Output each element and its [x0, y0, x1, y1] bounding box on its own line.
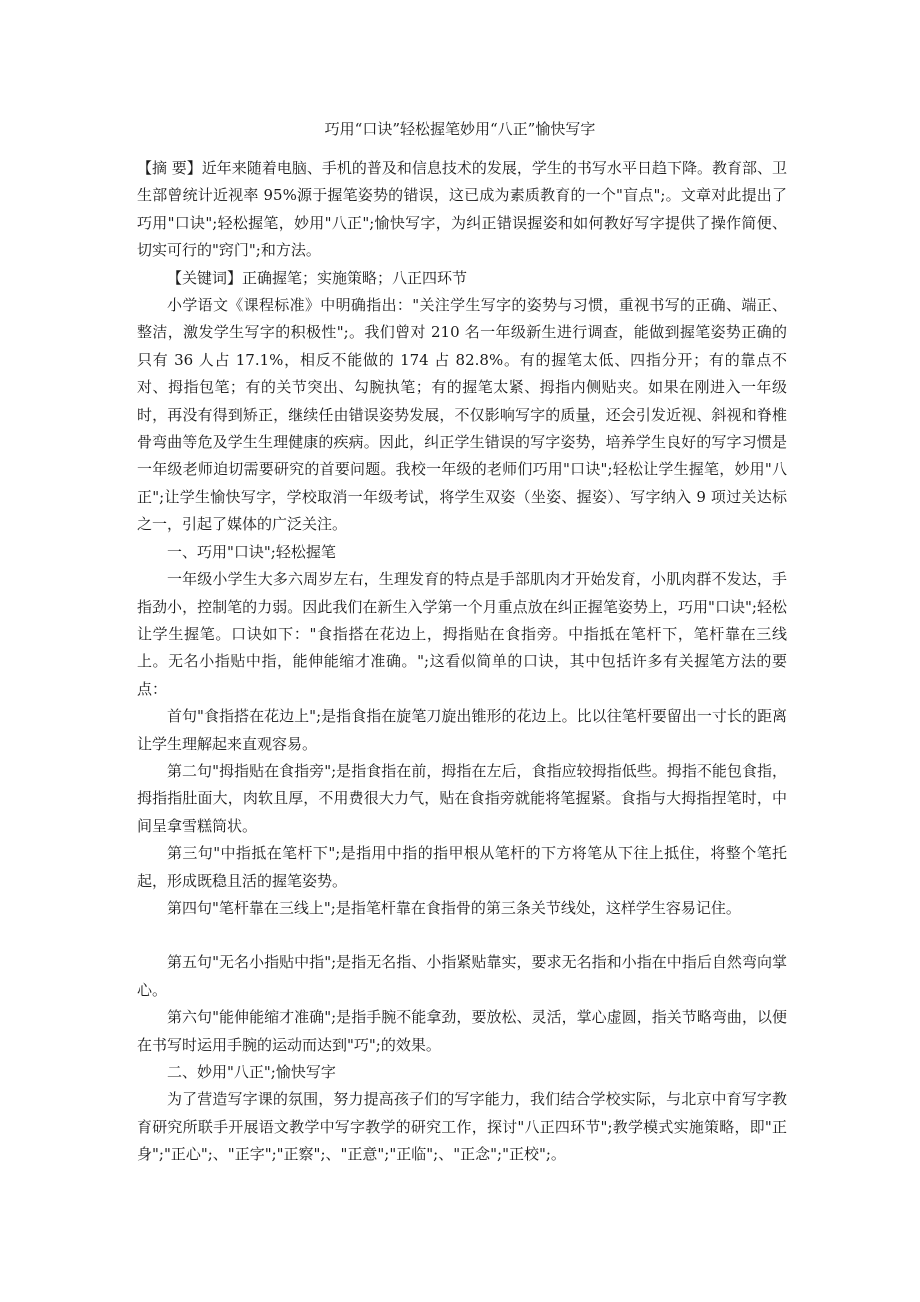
body-paragraph: 一年级小学生大多六周岁左右，生理发育的特点是手部肌肉才开始发育，小肌肉群不发达，手指劲小，控制笔的力弱。因此我们在新生入学第一个月重点放在纠正握笔姿势上，巧用"口诀";轻松让学生握笔。口诀如下："食指搭在花边上，拇指贴在食指旁。中指抵在笔杆下，笔杆靠在三线上。无名小指贴中指，能伸能缩才准确。";这看似简单的口诀，其中包括许多有关握笔方法的要点：: [137, 570, 787, 698]
body-paragraph: 为了营造写字课的氛围，努力提高孩子们的写字能力，我们结合学校实际，与北京中育写字教育研究所联手开展语文教学中写字教学的研究工作，探讨"八正四环节";教学模式实施策略，即"正身";"正心";、"正字";"正察";、"正意";"正临";、"正念";"正校";。: [137, 1090, 787, 1164]
section-heading-2: 二、妙用"八正";愉快写字: [167, 1063, 336, 1081]
body-paragraph: 第二句"拇指贴在食指旁";是指食指在前，拇指在左后，食指应较拇指低些。拇指不能包食指，拇指指肚面大，肉软且厚，不用费很大力气，贴在食指旁就能将笔握紧。食指与大拇指捏笔时，中间呈拿雪糕筒状。: [137, 761, 787, 835]
keywords-paragraph: 【关键词】正确握笔；实施策略；八正四环节: [167, 268, 468, 287]
body-paragraph: 小学语文《课程标准》中明确指出："关注学生写字的姿势与习惯，重视书写的正确、端正、整洁，激发学生写字的积极性";。我们曾对 210 名一年级新生进行调查，能做到握笔姿势正确的只有 36 人占 17.1%，相反不能做的 174 占 82.8%。有的握笔太低、四指分开；有的靠点不对、拇指包笔；有的关节突出、勾腕执笔；有的握笔太紧、拇指内侧贴夹。如果在刚进入一年级时，再没有得到矫正，继续任由错误姿势发展，不仅影响写字的质量，还会引发近视、斜视和脊椎骨弯曲等危及学生生理健康的疾病。因此，纠正学生错误的写字姿势，培养学生良好的写字习惯是一年级老师迫切需要研究的首要问题。我校一年级的老师们巧用"口诀";轻松让学生握笔，妙用"八正";让学生愉快写字，学校取消一年级考试，将学生双姿（坐姿、握姿）、写字纳入 9 项过关达标之一，引起了媒体的广泛关注。: [137, 296, 787, 534]
document-body: [137, 155, 787, 1169]
body-paragraph: 第五句"无名小指贴中指";是指无名指、小指紧贴靠实，要求无名指和小指在中指后自然弯向掌心。: [137, 953, 787, 999]
abstract-paragraph: 【摘 要】近年来随着电脑、手机的普及和信息技术的发展，学生的书写水平日趋下降。教育部、卫生部曾统计近视率 95%源于握笔姿势的错误，这已成为素质教育的一个"盲点";。文章对此提出了巧用"口诀";轻松握笔，妙用"八正";愉快写字，为纠正错误握姿和如何教好写字提供了操作简便、切实可行的"窍门";和方法。: [137, 159, 787, 260]
section-heading-1: 一、巧用"口诀";轻松握笔: [167, 542, 336, 561]
body-paragraph: 第四句"笔杆靠在三线上";是指笔杆靠在食指骨的第三条关节线处，这样学生容易记住。: [167, 898, 741, 917]
document-title: 巧用“口诀”轻松握笔妙用“八正”愉快写字: [324, 120, 596, 138]
blank-line: [137, 922, 787, 949]
body-paragraph: 第六句"能伸能缩才准确";是指手腕不能拿劲，要放松、灵活，掌心虚圆，指关节略弯曲，以便在书写时运用手腕的运动而达到"巧";的效果。: [137, 1008, 787, 1054]
body-paragraph: 第三句"中指抵在笔杆下";是指用中指的指甲根从笔杆的下方将笔从下往上抵住，将整个笔托起，形成既稳且活的握笔姿势。: [137, 844, 787, 890]
body-paragraph: 首句"食指搭在花边上";是指食指在旋笔刀旋出锥形的花边上。比以往笔杆要留出一寸长的距离让学生理解起来直观容易。: [137, 707, 787, 753]
